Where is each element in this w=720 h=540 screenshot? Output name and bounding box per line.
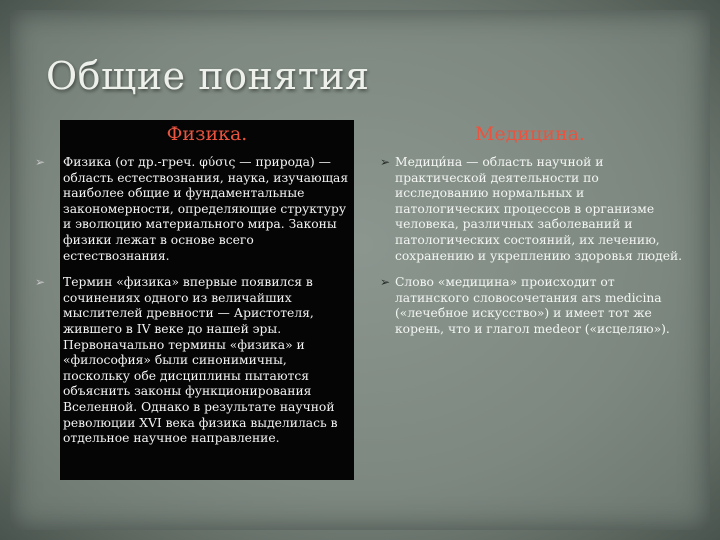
bullet-text: Физика (от др.-греч. φύσις — природа) — область естествознания, наука, изучающая наиболее общие и фундаментальные закономерности, определяющие структуру и эволюцию материального мира. Законы физики лежат в основе всего естествознания. [63,155,349,263]
bullet-text: Термин «физика» впервые появился в сочинениях одного из величайших мыслителей древности — Аристотеля, жившего в IV веке до нашей эры. Первоначально термины «физика» и «философия» были синонимичны, поскольку обе дисциплины пытаются объяснить законы функционирования Вселенной. Однако в результате научной революции XVI века физика выделилась в отдельное научное направление. [63,275,338,446]
arrowhead-bullet-icon: ➢ [35,155,46,169]
medicine-bullet-list [380,155,685,349]
bullet-text: Медици́на — область научной и практической деятельности по исследованию нормальных и патологических процессов в организме человека, различных заболеваний и патологических состояний, их лечению, сохранению и укреплению здоровья людей. [395,155,683,263]
bullet-text: Слово «медицина» происходит от латинского словосочетания ars medicina («лечебное искусство») и имеет тот же корень, что и глагол medeor («исцеляю»). [395,275,670,336]
arrowhead-bullet-icon: ➢ [35,275,46,290]
list-item [35,275,353,447]
arrowhead-bullet-icon: ➢ [380,275,391,290]
list-item [380,275,685,337]
physics-bullet-list [35,155,353,458]
list-item [35,155,353,264]
list-item [380,155,685,264]
physics-heading: Физика. [166,123,248,145]
arrowhead-bullet-icon: ➢ [380,155,391,169]
slide-title: Общие понятия [46,54,370,98]
medicine-heading: Медицина. [475,123,585,145]
